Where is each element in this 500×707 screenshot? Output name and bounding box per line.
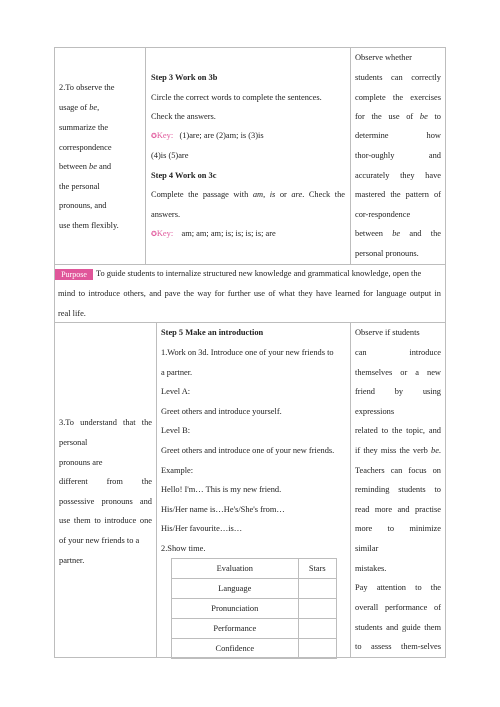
objective-2-line: usage of be, <box>59 103 100 112</box>
eval-2-line: thor-oughly and <box>355 151 441 160</box>
col-divider-2-row3 <box>350 322 351 657</box>
eval-stars-cell <box>298 579 336 599</box>
key-star-icon: ✪ <box>151 132 157 140</box>
evaluation-table <box>171 558 337 659</box>
eval-criterion: Confidence <box>172 639 299 659</box>
objective-2-line: summarize the <box>59 123 109 132</box>
step4-heading: Step 4 Work on 3c <box>151 171 217 180</box>
objective-2-line: use them flexibly. <box>59 221 119 230</box>
table-row <box>172 639 337 659</box>
table-border-top <box>54 47 446 48</box>
eval-2-line: mastered the pattern of <box>355 190 441 199</box>
row-divider-purpose-top <box>54 264 446 265</box>
step4-instruction: Complete the passage with am, is or are. Check the <box>151 190 345 199</box>
step5-line: Level A: <box>161 387 191 396</box>
eval-2-line: complete the exercises <box>355 93 441 102</box>
col-divider-1-row3 <box>156 322 157 657</box>
eval-2-line: accurately they have <box>355 171 441 180</box>
step5-line: a partner. <box>161 368 193 377</box>
eval-3-line: read more and practise <box>355 505 441 514</box>
table-row <box>172 579 337 599</box>
step5-line: 2.Show time. <box>161 544 206 553</box>
eval-3-line: related to the topic, and <box>355 426 441 435</box>
eval-2-line: students can correctly <box>355 73 441 82</box>
objective-3-line: of your new friends to a <box>59 536 140 545</box>
table-row <box>172 619 337 639</box>
eval-3-line: if they miss the verb be. <box>355 446 441 455</box>
objective-3-line: possessive pronouns and <box>59 497 152 506</box>
eval-2-line: Observe whether <box>355 53 412 62</box>
step5-line: His/Her favourite…is… <box>161 524 243 533</box>
eval-3-line: to assess them-selves <box>355 642 441 651</box>
eval-3-line: Teachers can focus on <box>355 466 441 475</box>
objective-3-line: partner. <box>59 556 85 565</box>
col-divider-2-row2 <box>350 47 351 264</box>
table-row <box>172 559 337 579</box>
eval-3-line: similar <box>355 544 379 553</box>
eval-2-line: between be and the <box>355 229 442 238</box>
eval-header-evaluation: Evaluation <box>172 559 299 579</box>
eval-criterion: Performance <box>172 619 299 639</box>
eval-criterion: Language <box>172 579 299 599</box>
eval-criterion: Pronunciation <box>172 599 299 619</box>
eval-3-line: expressions <box>355 407 395 416</box>
eval-3-line: more to minimize <box>355 524 441 533</box>
purpose-text-line1: To guide students to internalize structured new knowledge and grammatical knowledge, open the <box>96 269 422 278</box>
step3-instruction: Circle the correct words to complete the sentences. <box>151 93 322 102</box>
step5-line: Hello! I'm… This is my new friend. <box>161 485 282 494</box>
objective-2-line: 2.To observe the <box>59 83 115 92</box>
objective-2-line: between be and <box>59 162 112 171</box>
step5-line: 1.Work on 3d. Introduce one of your new friends to <box>161 348 334 357</box>
objective-3-line: pronouns are <box>59 458 103 467</box>
objective-2-line: correspondence <box>59 143 112 152</box>
table-border-left <box>54 47 55 658</box>
step5-heading: Step 5 Make an introduction <box>161 328 264 337</box>
objective-2-line: pronouns, and <box>59 201 107 210</box>
col-divider-1-row2 <box>145 47 146 264</box>
eval-3-line: students and guide them <box>355 623 441 632</box>
step4-instruction: answers. <box>151 210 181 219</box>
eval-3-line: overall performance of <box>355 603 441 612</box>
eval-3-line: themselves or a new <box>355 368 441 377</box>
step5-line: Greet others and introduce one of your new friends. <box>161 446 335 455</box>
eval-2-line: cor-respondence <box>355 210 411 219</box>
purpose-text-line3: real life. <box>58 309 86 318</box>
eval-3-line: reminding students to <box>355 485 441 494</box>
purpose-badge: Purpose <box>55 269 93 280</box>
eval-stars-cell <box>298 639 336 659</box>
key-star-icon: ✪ <box>151 230 157 238</box>
table-border-right <box>445 47 446 658</box>
step4-key: ✪Key: am; am; am; is; is; is; is; are <box>151 229 276 238</box>
step5-line: Example: <box>161 466 194 475</box>
eval-3-line: mistakes. <box>355 564 387 573</box>
step3-key: ✪Key: (1)are; are (2)am; is (3)is <box>151 131 264 140</box>
eval-3-line: Pay attention to the <box>355 583 441 592</box>
step5-line: Level B: <box>161 426 191 435</box>
objective-3-line: use them to introduce one <box>59 516 152 525</box>
key-label: Key: <box>156 229 174 238</box>
eval-stars-cell <box>298 599 336 619</box>
step5-line: His/Her name is…He's/She's from… <box>161 505 285 514</box>
step3-instruction: Check the answers. <box>151 112 216 121</box>
eval-header-stars: Stars <box>298 559 336 579</box>
step3-heading: Step 3 Work on 3b <box>151 73 218 82</box>
row-divider-purpose-bottom <box>54 322 446 323</box>
table-row <box>172 599 337 619</box>
eval-2-line: for the use of be to <box>355 112 441 121</box>
objective-3-line: personal <box>59 438 88 447</box>
objective-3-line: 3.To understand that the <box>59 418 152 427</box>
eval-3-line: can introduce <box>355 348 441 357</box>
eval-2-line: personal pronouns. <box>355 249 419 258</box>
step5-line: Greet others and introduce yourself. <box>161 407 282 416</box>
step3-key-line2: (4)is (5)are <box>151 151 189 160</box>
objective-2-line: the personal <box>59 182 100 191</box>
eval-3-line: Observe if students <box>355 328 420 337</box>
purpose-text-line2: mind to introduce others, and pave the way for further use of what they have learned for language output in <box>58 289 441 298</box>
objective-3-line: different from the <box>59 477 152 486</box>
eval-3-line: friend by using <box>355 387 441 396</box>
eval-2-line: determine how <box>355 131 441 140</box>
key-label: Key: <box>156 131 174 140</box>
eval-stars-cell <box>298 619 336 639</box>
